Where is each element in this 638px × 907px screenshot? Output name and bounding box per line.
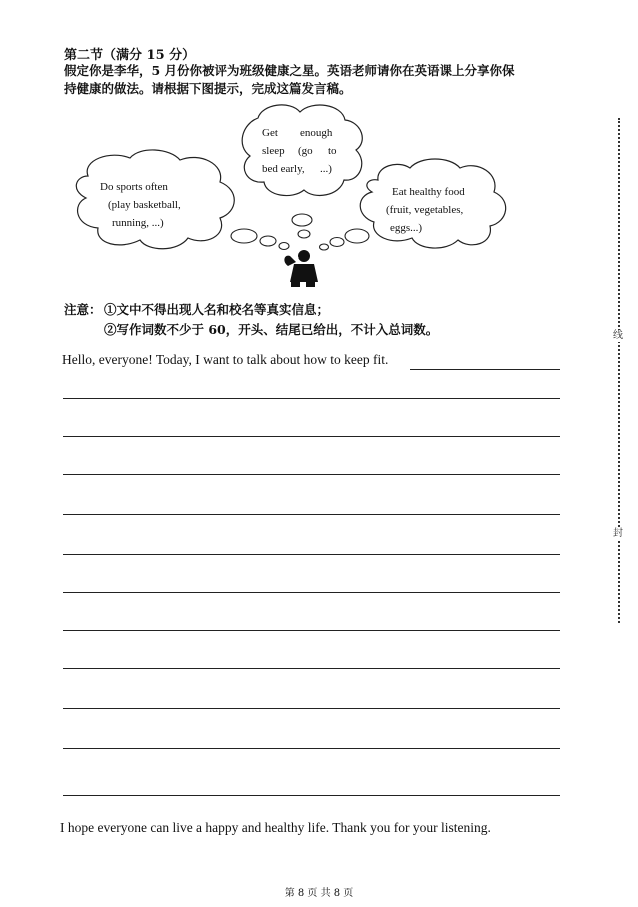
connector-bubbles [231,214,369,250]
thinking-person-icon [284,250,318,287]
bubble-sleep-word-2: enough [300,127,333,139]
answer-line-8[interactable] [63,668,560,669]
prompt-line-2: 持健康的做法。请根据下图提示，完成这篇发言稿。 [64,81,352,96]
page-footer: 第 8 页 共 8 页 [284,888,354,899]
section-title: 第二节（满分 15 分） [64,48,196,63]
bubble-sports-line-1: Do sports often [100,181,168,193]
note-item-2: ②写作词数不少于 60，开头、结尾已给出，不计入总词数。 [104,322,439,337]
bubble-sleep-word-4: (go [298,145,313,157]
notes [64,300,438,340]
answer-line-2[interactable] [63,436,560,437]
bubble-sports-line-3: running, ...) [112,217,164,229]
answer-line-10[interactable] [63,748,560,749]
answer-line-4[interactable] [63,514,560,515]
prompt-line-1: 假定你是李华，5 月份你被评为班级健康之星。英语老师请你在英语课上分享你保 [64,63,515,78]
opening-sentence: Hello, everyone! Today, I want to talk about how to keep fit. [62,352,389,367]
thought-bubbles-illustration [0,0,638,300]
binding-dotted-line [618,118,620,623]
bubble-sleep-word-5: to [328,145,337,157]
bubble-sleep-word-7: ...) [320,163,332,175]
answer-line-3[interactable] [63,474,560,475]
answer-line-7[interactable] [63,630,560,631]
bubble-sports-line-2: (play basketball, [108,199,181,211]
bubble-sleep-word-1: Get [262,127,278,139]
bubble-food-line-3: eggs...) [390,222,423,234]
binding-mark-feng: 封 [607,528,629,540]
notes-label: 注意： [64,302,102,317]
bubble-sleep-word-3: sleep [262,145,285,157]
answer-line-1[interactable] [63,398,560,399]
opening-answer-blank[interactable] [410,369,560,370]
bubble-food-line-2: (fruit, vegetables, [386,204,464,216]
closing-sentence: I hope everyone can live a happy and healthy life. Thank you for your listening. [60,820,491,835]
answer-line-9[interactable] [63,708,560,709]
answer-line-11[interactable] [63,795,560,796]
bubble-sleep-word-6: bed early, [262,163,305,175]
bubble-food-line-1: Eat healthy food [392,186,465,198]
note-item-1: ①文中不得出现人名和校名等真实信息； [104,302,330,317]
answer-line-5[interactable] [63,554,560,555]
binding-mark-xian: 线 [607,330,629,342]
answer-line-6[interactable] [63,592,560,593]
